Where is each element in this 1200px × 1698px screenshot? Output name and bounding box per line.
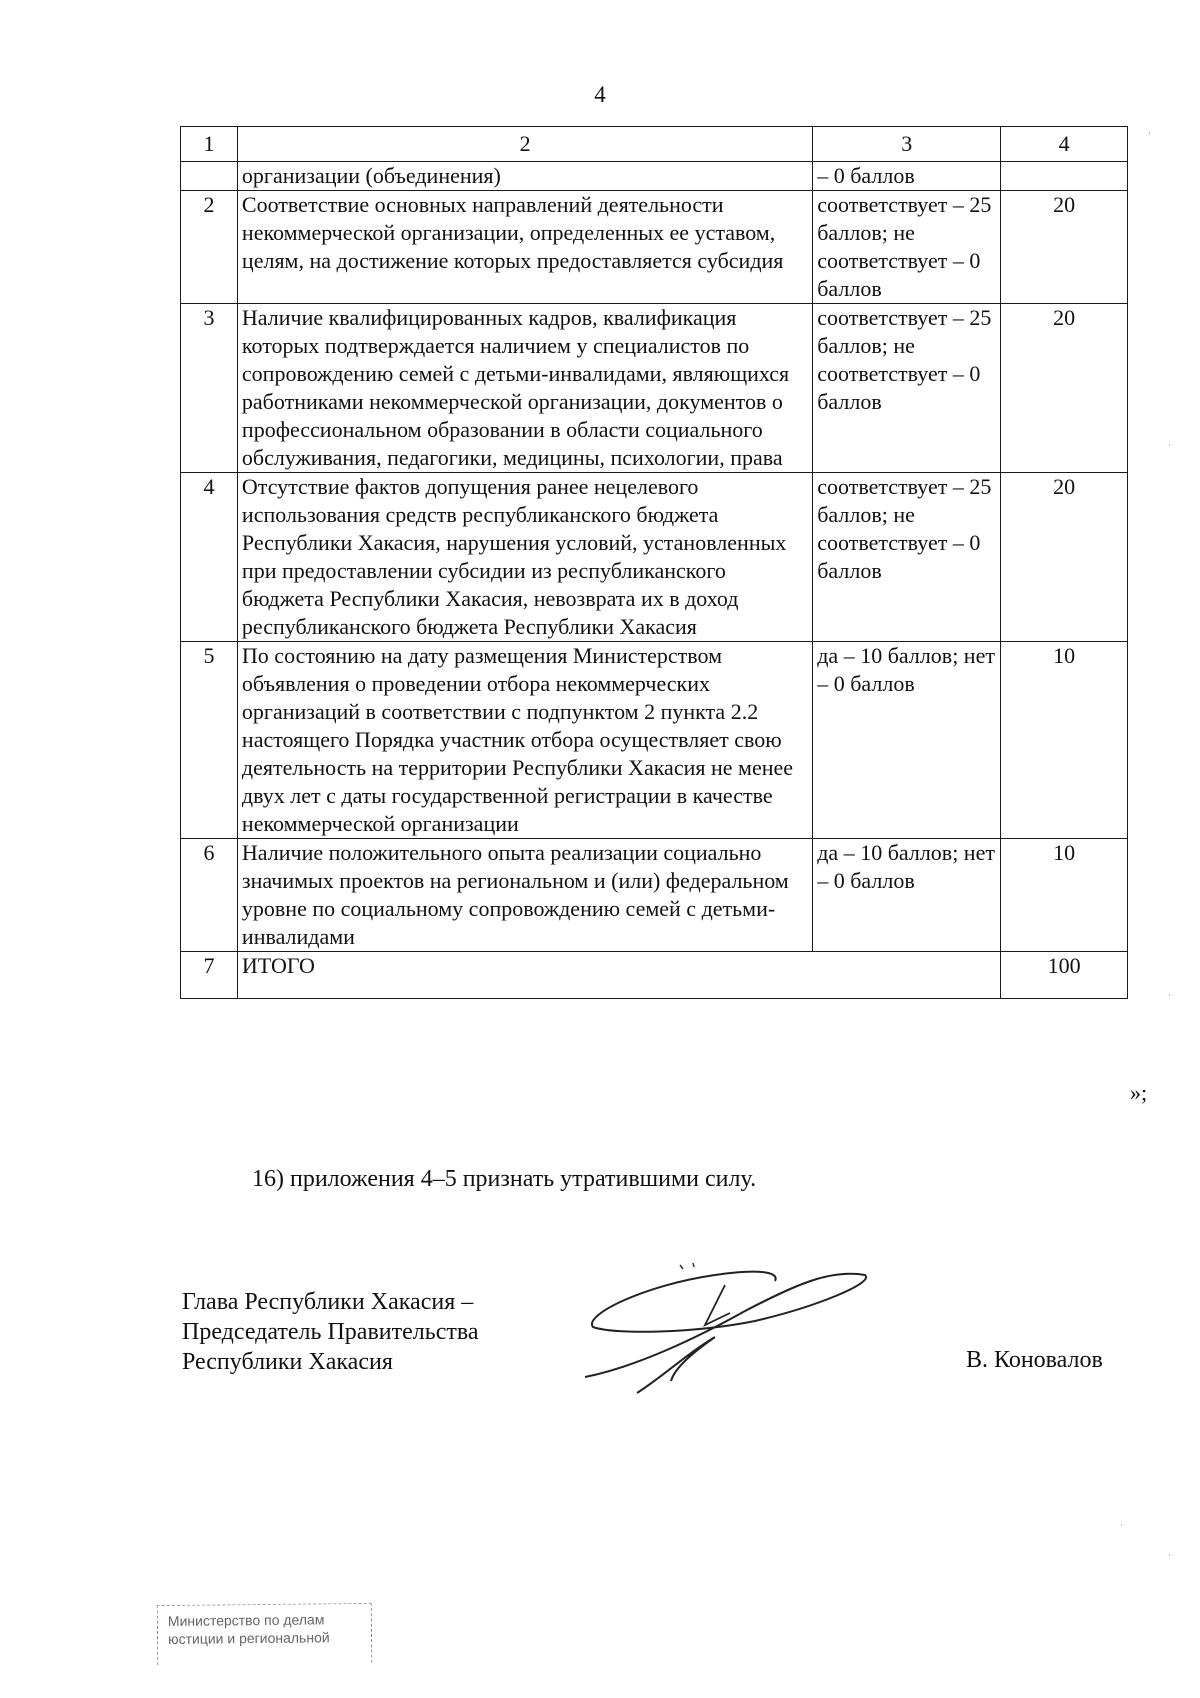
criterion-text: Отсутствие фактов допущения ранее нецелевого использования средств республиканского бюджета Республики Хакасия, нарушения условий, установленных при предоставлении субсидии из республиканского бюджета Республики Хакасия, невозврата их в доход республиканского бюджета Республики Хакасия (237, 473, 812, 642)
row-number: 3 (181, 304, 238, 473)
max-score (1001, 162, 1128, 191)
row-number: 4 (181, 473, 238, 642)
criterion-text: По состоянию на дату размещения Министерством объявления о проведении отбора некоммерческих организаций в соответствии с подпунктом 2 пункта 2.2 настоящего Порядка участник отбора осуществляет свою деятельность на территории Республики Хакасия не менее двух лет с даты государственной регистрации в качестве некоммерческой организации (237, 642, 812, 839)
scan-speck: · (1168, 990, 1171, 1000)
table-row (181, 473, 1128, 642)
scan-speck: · (1168, 1550, 1171, 1560)
table-row (181, 839, 1128, 952)
criterion-text: организации (объединения) (237, 162, 812, 191)
max-score: 10 (1001, 839, 1128, 952)
signature-icon (575, 1255, 895, 1400)
row-number: 5 (181, 642, 238, 839)
header-cell: 2 (237, 127, 812, 162)
table-row (181, 162, 1128, 191)
signer-title-line: Председатель Правительства (182, 1319, 479, 1345)
criterion-text: Наличие положительного опыта реализации социально значимых проектов на региональном и (или) федеральном уровне по социальному сопровождению семей с детьми-инвалидами (237, 839, 812, 952)
signer-title-line: Глава Республики Хакасия – (182, 1289, 474, 1315)
closing-quote: »; (1130, 1080, 1148, 1105)
row-number (181, 162, 238, 191)
criterion-text: Соответствие основных направлений деятельности некоммерческой организации, определенных ее уставом, целям, на достижение которых предоставляется субсидия (237, 191, 812, 304)
table-header-row (181, 127, 1128, 162)
table-row (181, 191, 1128, 304)
criterion-text: Наличие квалифицированных кадров, квалификация которых подтверждается наличием у специалистов по сопровождению семей с детьми-инвалидами, являющихся работниками некоммерческой организации, документов о профессиональном образовании в области социального обслуживания, педагогики, медицины, психологии, права (237, 304, 812, 473)
table-row (181, 304, 1128, 473)
scoring-text: да – 10 баллов; нет – 0 баллов (813, 642, 1001, 839)
scoring-text: соответствует – 25 баллов; не соответствует – 0 баллов (813, 191, 1001, 304)
scoring-text: – 0 баллов (813, 162, 1001, 191)
max-score: 20 (1001, 304, 1128, 473)
criteria-table (180, 126, 1128, 999)
signer-name: В. Коновалов (966, 1347, 1103, 1373)
scoring-text: да – 10 баллов; нет – 0 баллов (813, 839, 1001, 952)
max-score: 10 (1001, 642, 1128, 839)
max-score: 20 (1001, 473, 1128, 642)
scan-speck: · (1168, 440, 1171, 450)
row-number: 7 (181, 952, 238, 999)
scan-speck: · (1148, 128, 1151, 138)
signer-title (182, 1287, 479, 1377)
page-number: 4 (594, 82, 606, 107)
max-score: 20 (1001, 191, 1128, 304)
signer-title-line: Республики Хакасия (182, 1349, 393, 1375)
stamp-line: Министерство по делам (167, 1611, 325, 1630)
header-cell: 1 (181, 127, 238, 162)
header-cell: 3 (813, 127, 1001, 162)
ministry-stamp (157, 1603, 373, 1665)
header-cell: 4 (1001, 127, 1128, 162)
row-number: 2 (181, 191, 238, 304)
table-row (181, 642, 1128, 839)
stamp-line: юстиции и региональной (167, 1629, 330, 1648)
total-row (181, 952, 1128, 999)
scoring-text: соответствует – 25 баллов; не соответствует – 0 баллов (813, 304, 1001, 473)
row-number: 6 (181, 839, 238, 952)
total-score: 100 (1001, 952, 1128, 999)
item-16-text: 16) приложения 4–5 признать утратившими силу. (252, 1166, 757, 1192)
scan-speck: · (1120, 1520, 1123, 1530)
total-label: ИТОГО (237, 952, 1000, 999)
scoring-text: соответствует – 25 баллов; не соответствует – 0 баллов (813, 473, 1001, 642)
